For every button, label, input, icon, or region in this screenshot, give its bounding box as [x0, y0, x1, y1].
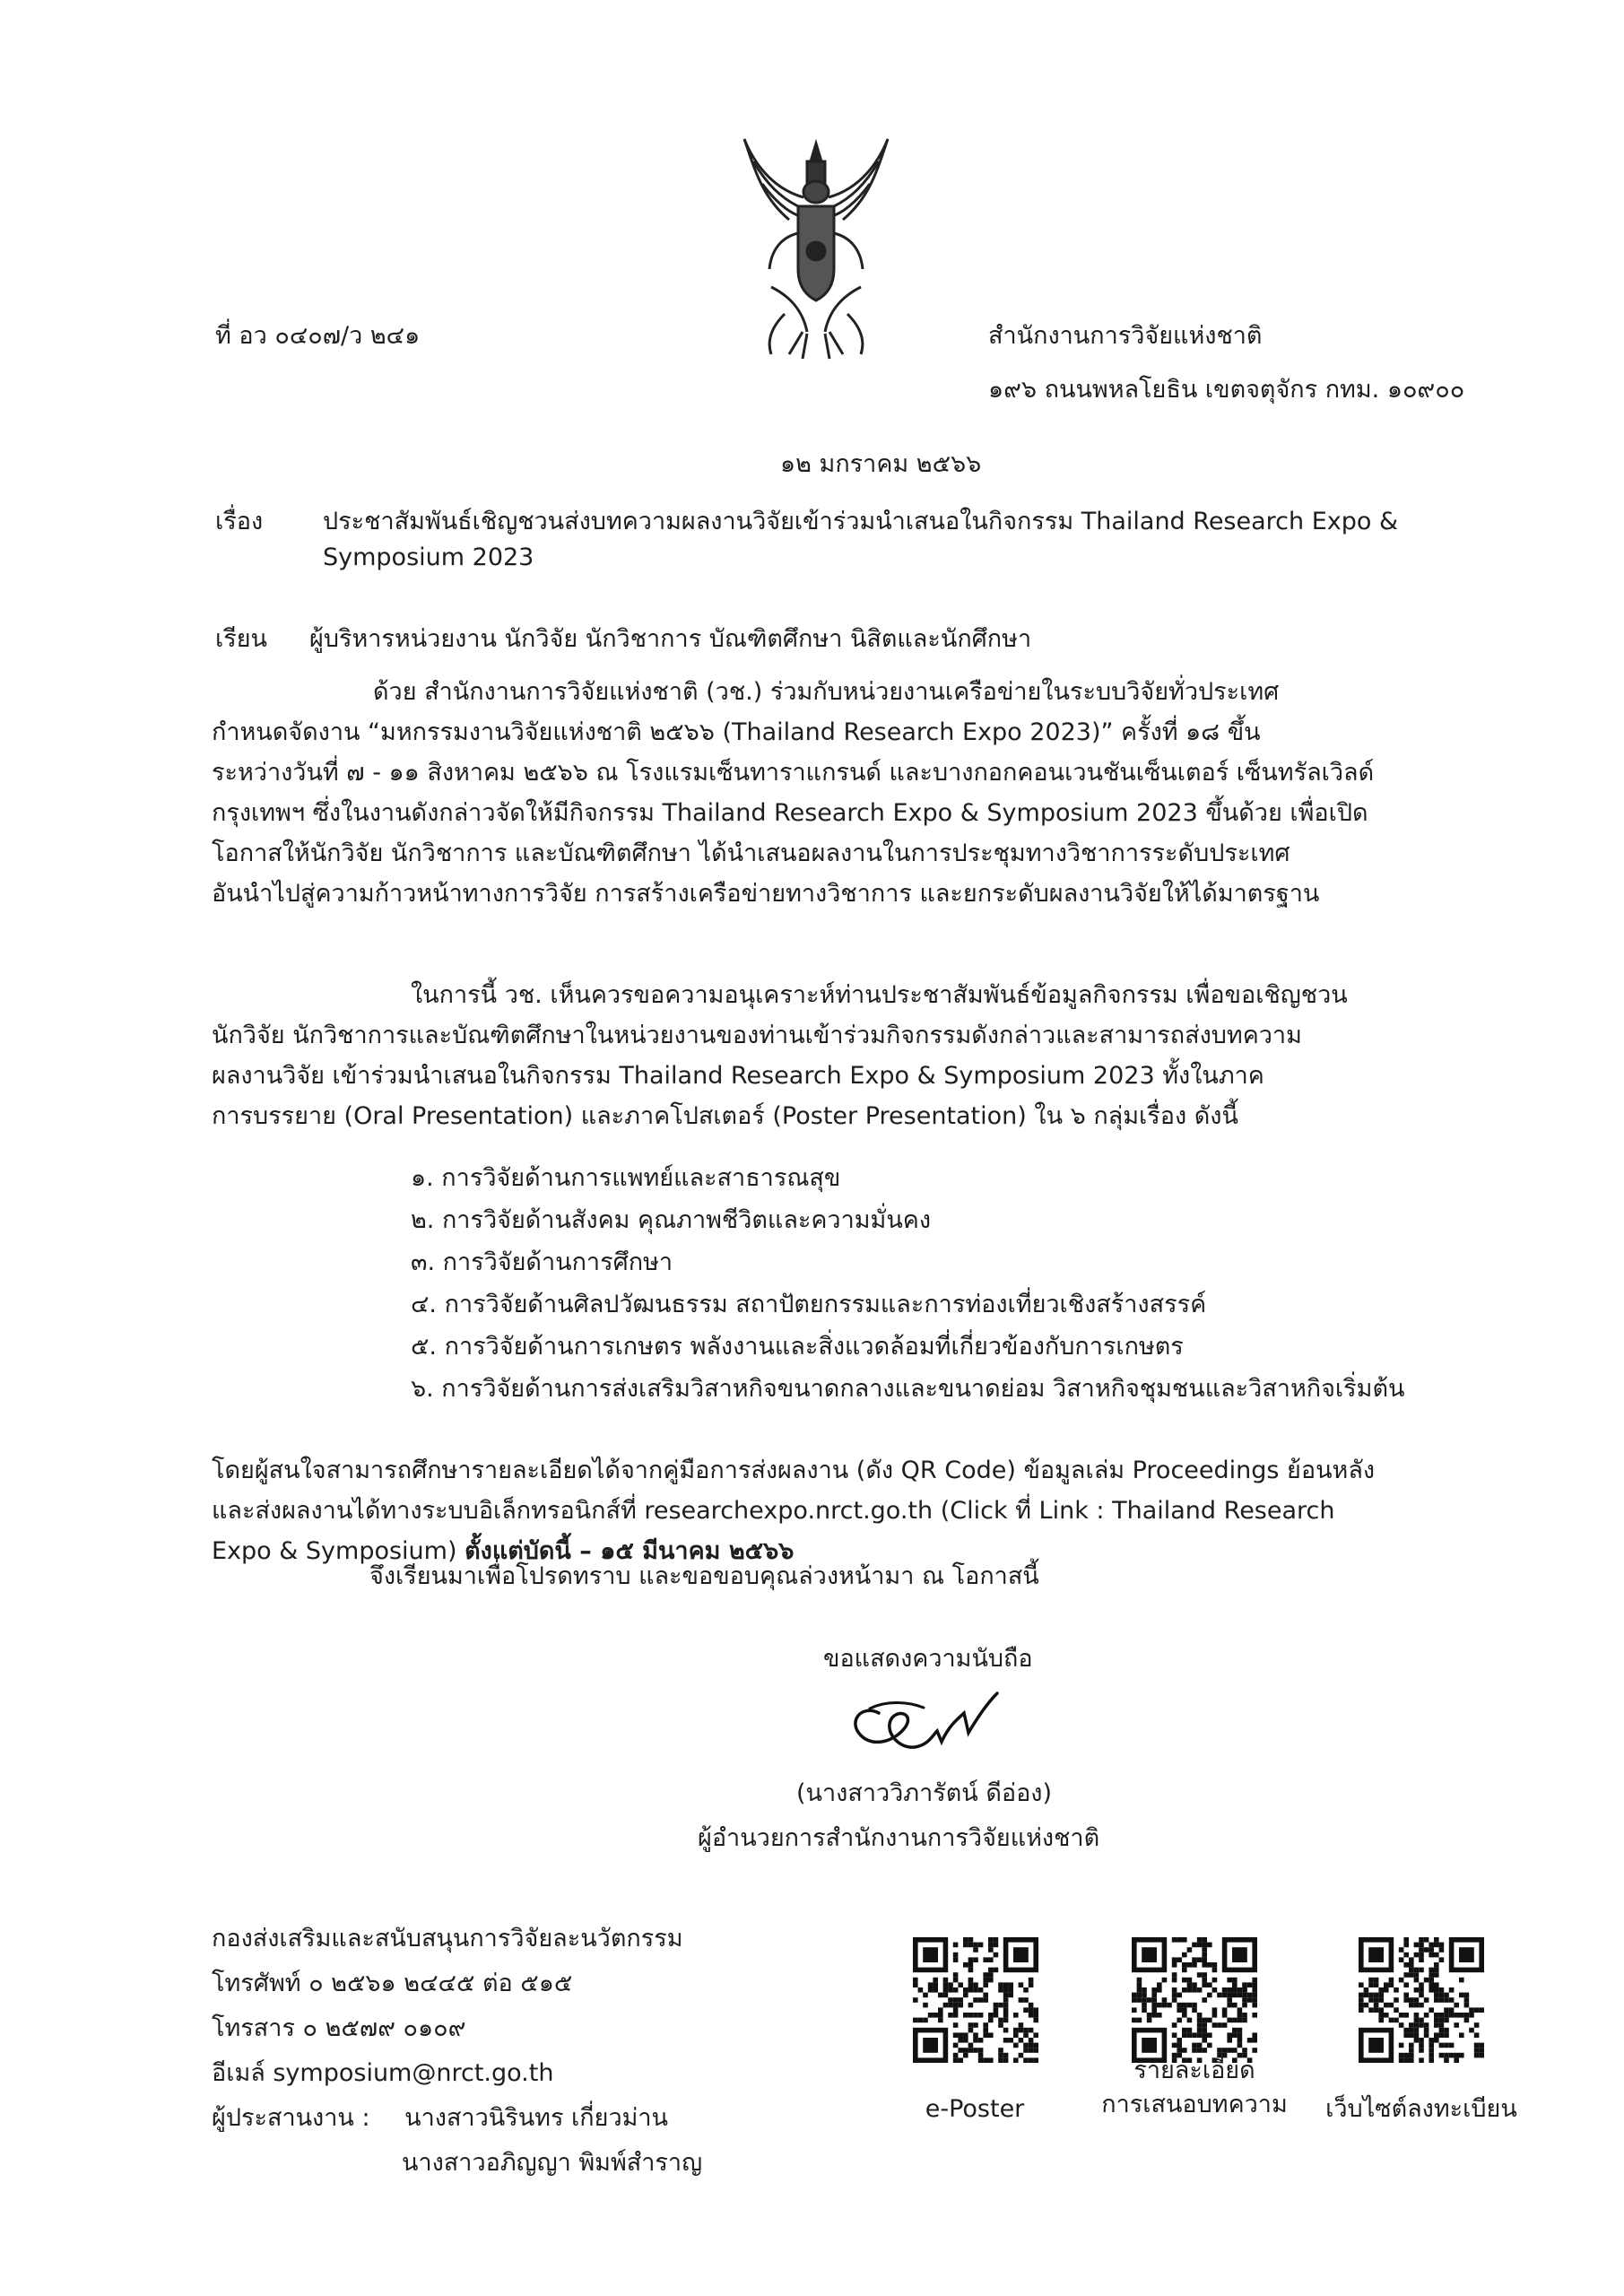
coordinator-name: นางสาวอภิญญา พิมพ์สำราญ	[402, 2149, 703, 2177]
paragraph-line: นักวิจัย นักวิชาการและบัณฑิตศึกษาในหน่วยงานของท่านเข้าร่วมกิจกรรมดังกล่าวและสามารถส่งบทความ	[212, 1022, 1302, 1049]
signer-title: ผู้อำนวยการสำนักงานการวิจัยแห่งชาติ	[698, 1824, 1100, 1852]
topic-item: ๕. การวิจัยด้านการเกษตร พลังงานและสิ่งแวดล้อมที่เกี่ยวข้องกับการเกษตร	[411, 1333, 1184, 1361]
topic-item: ๑. การวิจัยด้านการแพทย์และสาธารณสุข	[411, 1164, 841, 1192]
submission-deadline: ตั้งแต่บัดนี้ – ๑๕ มีนาคม ๒๕๖๖	[465, 1537, 795, 1565]
topic-item: ๓. การวิจัยด้านการศึกษา	[411, 1248, 673, 1276]
coordinator-name: นางสาวนิรินทร เกี่ยวม่าน	[404, 2104, 669, 2132]
paragraph-text: (Click ที่ Link :	[933, 1497, 1113, 1525]
topic-item: ๔. การวิจัยด้านศิลปวัฒนธรรม สถาปัตยกรรมและการท่องเที่ยวเชิงสร้างสรรค์	[411, 1291, 1207, 1318]
paragraph-line: อันนำไปสู่ความก้าวหน้าทางการวิจัย การสร้างเครือข่ายทางวิชาการ และยกระดับผลงานวิจัยให้ได้มาตรฐาน	[212, 880, 1320, 908]
coordinator-label: ผู้ประสานงาน :	[212, 2104, 370, 2132]
subject-line: ประชาสัมพันธ์เชิญชวนส่งบทความผลงานวิจัยเข้าร่วมนำเสนอในกิจกรรม Thailand Research Expo &	[323, 508, 1399, 535]
link-label: Expo & Symposium	[212, 1537, 447, 1565]
qr-code-icon	[1132, 1937, 1257, 2063]
handwritten-signature-icon	[843, 1686, 1004, 1767]
regards: ขอแสดงความนับถือ	[823, 1645, 1033, 1673]
paragraph-text: และส่งผลงานได้ทางระบบอิเล็กทรอนิกส์ที่	[212, 1497, 645, 1525]
subject-text	[323, 504, 1471, 576]
paragraph-line: ในการนี้ วช. เห็นควรขอความอนุเคราะห์ท่านประชาสัมพันธ์ข้อมูลกิจกรรม เพื่อขอเชิญชวน	[411, 981, 1348, 1009]
qr-label-line: รายละเอียด	[1133, 2057, 1255, 2084]
qr-label-line: e-Poster	[925, 2095, 1025, 2123]
topic-list	[411, 1161, 1442, 1407]
paragraph-text: )	[447, 1537, 465, 1565]
body-paragraph-1	[212, 674, 1422, 912]
contact-block	[212, 1921, 839, 2181]
sender-address: ๑๙๖ ถนนพหลโยธิน เขตจตุจักร กทม. ๑๐๙๐๐	[988, 376, 1465, 404]
qr-label-registration-website	[1305, 2092, 1538, 2126]
link-label: Thailand Research	[1112, 1497, 1335, 1525]
body-paragraph-2	[212, 978, 1422, 1135]
paragraph-line: โดยผู้สนใจสามารถศึกษารายละเอียดได้จากคู่มือการส่งผลงาน (ดัง QR Code) ข้อมูลเล่ม Proceedings ย้อนหลัง	[212, 1457, 1376, 1484]
qr-label-paper-details	[1078, 2054, 1311, 2122]
contact-email: อีเมล์ symposium@nrct.go.th	[212, 2059, 554, 2087]
contact-coordinators	[212, 2100, 839, 2136]
letter-date: ๑๒ มกราคม ๒๕๖๖	[780, 450, 982, 478]
salutation-label: เรียน	[215, 625, 268, 653]
qr-label-line: เว็บไซต์ลงทะเบียน	[1325, 2095, 1517, 2123]
subject-label: เรื่อง	[215, 508, 264, 535]
contact-department: กองส่งเสริมและสนับสนุนการวิจัยละนวัตกรรม	[212, 1925, 683, 1952]
sender-organization: สำนักงานการวิจัยแห่งชาติ	[988, 322, 1263, 350]
topic-item: ๖. การวิจัยด้านการส่งเสริมวิสาหกิจขนาดกลางและขนาดย่อม วิสาหกิจชุมชนและวิสาหกิจเริ่มต้น	[411, 1375, 1405, 1403]
paragraph-line: กำหนดจัดงาน “มหกรรมงานวิจัยแห่งชาติ ๒๕๖๖ (Thailand Research Expo 2023)” ครั้งที่ ๑๘ ขึ้น	[212, 718, 1261, 746]
qr-code-icon	[913, 1937, 1038, 2063]
paragraph-line: กรุงเทพฯ ซึ่งในงานดังกล่าวจัดให้มีกิจกรรม Thailand Research Expo & Symposium 2023 ขึ้นด้วย เพื่อเปิด	[212, 799, 1368, 827]
contact-fax: โทรสาร ๐ ๒๕๗๙ ๐๑๐๙	[212, 2014, 466, 2042]
paragraph-line: การบรรยาย (Oral Presentation) และภาคโปสเตอร์ (Poster Presentation) ใน ๖ กลุ่มเรื่อง ดังนี้	[212, 1102, 1238, 1130]
topic-item: ๒. การวิจัยด้านสังคม คุณภาพชีวิตและความมั่นคง	[411, 1206, 932, 1234]
paragraph-line: ระหว่างวันที่ ๗ - ๑๑ สิงหาคม ๒๕๖๖ ณ โรงแรมเซ็นทาราแกรนด์ และบางกอกคอนเวนชันเซ็นเตอร์ เซ็นทรัลเวิลด์	[212, 759, 1375, 787]
qr-label-line: การเสนอบทความ	[1101, 2091, 1288, 2118]
salutation-recipients: ผู้บริหารหน่วยงาน นักวิจัย นักวิชาการ บัณฑิตศึกษา นิสิตและนักศึกษา	[309, 625, 1032, 653]
paragraph-line: ด้วย สำนักงานการวิจัยแห่งชาติ (วช.) ร่วมกับหน่วยงานเครือข่ายในระบบวิจัยทั่วประเทศ	[373, 678, 1280, 706]
closing-sentence: จึงเรียนมาเพื่อโปรดทราบ และขอขอบคุณล่วงหน้ามา ณ โอกาสนี้	[369, 1562, 1039, 1590]
body-paragraph-3	[212, 1453, 1431, 1570]
paragraph-line: ผลงานวิจัย เข้าร่วมนำเสนอในกิจกรรม Thailand Research Expo & Symposium 2023 ทั้งในภาค	[212, 1062, 1264, 1090]
submission-url: researchexpo.nrct.go.th	[644, 1497, 934, 1525]
paragraph-line: โอกาสให้นักวิจัย นักวิชาการ และบัณฑิตศึกษา ได้นำเสนอผลงานในการประชุมทางวิชาการระดับประเทศ	[212, 839, 1290, 867]
qr-code-icon	[1359, 1937, 1484, 2063]
signer-name: (นางสาววิภารัตน์ ดีอ่อง)	[796, 1779, 1053, 1807]
garuda-emblem-icon	[735, 135, 897, 363]
subject-line: Symposium 2023	[323, 544, 534, 571]
reference-number: ที่ อว ๐๔๐๗/ว ๒๔๑	[215, 322, 421, 350]
paragraph-line	[212, 1493, 1431, 1529]
contact-phone: โทรศัพท์ ๐ ๒๕๖๑ ๒๔๔๕ ต่อ ๕๑๕	[212, 1970, 573, 1997]
qr-label-e-poster	[858, 2092, 1091, 2126]
